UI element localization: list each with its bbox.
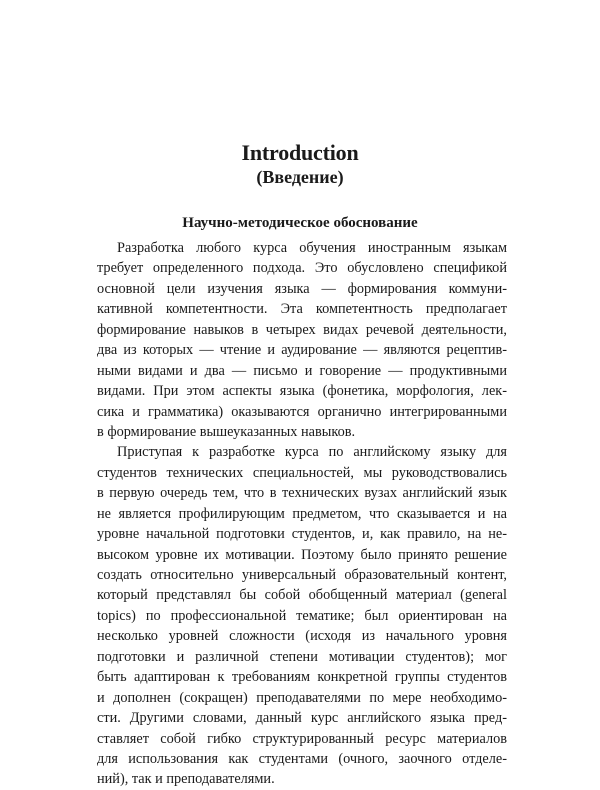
paragraph-2-line-17: ний), так и преподавателями. (97, 771, 275, 788)
body-text (97, 238, 507, 790)
paragraph-1-line-3: основной цели изучения языка — формирования коммуни- (97, 280, 507, 297)
paragraph-2-line-12: быть адаптирован к требованиям конкретной группы студентов (97, 669, 507, 686)
paragraph-2-line-2: студентов технических специальностей, мы руководствовались (97, 464, 507, 481)
paragraph-2-line-1: Приступая к разработке курса по английскому языку для (117, 444, 507, 461)
paragraph-2-line-15: ставляет собой гибко структурированный ресурс материалов (97, 730, 507, 747)
paragraph-2-line-11: подготовки и различной степени мотивации студентов); мог (97, 648, 507, 665)
paragraph-2-line-3: в первую очередь тем, что в технических вузах английский язык (97, 485, 507, 502)
paragraph-2-line-4: не является профилирующим предметом, что сказывается и на (97, 505, 507, 522)
paragraph-2-line-9: topics) по профессиональной тематике; был ориентирован на (97, 607, 507, 624)
section-title: Научно-методическое обоснование (182, 215, 418, 231)
paragraph-1-line-8: видами. При этом аспекты языка (фонетика, морфология, лек- (97, 383, 507, 400)
paragraph-2-line-8: который представлял бы собой обобщенный материал (general (97, 587, 507, 604)
paragraph-1-line-5: формирование навыков в четырех видах речевой деятельности, (97, 321, 507, 338)
paragraph-1-line-10: в формирование вышеуказанных навыков. (97, 423, 356, 440)
paragraph-2-line-14: сти. Другими словами, данный курс английского языка пред- (97, 710, 507, 727)
paragraph-2-line-16: для использования как студентами (очного, заочного отделе- (97, 750, 507, 767)
paragraph-2-line-6: высоком уровне их мотивации. Поэтому было принято решение (97, 546, 507, 563)
paragraph-2-line-5: уровне начальной подготовки студентов, и, как правило, на не- (97, 526, 507, 543)
paragraph-1-line-7: ными видами и два — письмо и говорение — продуктивными (97, 362, 507, 379)
paragraph-2-line-10: несколько уровней сложности (исходя из начального уровня (97, 628, 507, 645)
paragraph-1-line-6: два из которых — чтение и аудирование — являются рецептив- (97, 342, 507, 359)
chapter-subtitle: (Введение) (256, 167, 344, 187)
paragraph-1-line-9: сика и грамматика) оказываются органично интегрированными (97, 403, 507, 420)
paragraph-1-line-1: Разработка любого курса обучения иностранным языкам (117, 240, 507, 256)
paragraph-1-line-2: требует определенного подхода. Это обусловлено спецификой (97, 260, 507, 277)
paragraph-1-line-4: кативной компетентности. Эта компетентность предполагает (97, 301, 507, 318)
chapter-title: Introduction (241, 140, 359, 165)
paragraph-2-line-13: и дополнен (сокращен) преподавателями по мере необходимо- (97, 689, 507, 706)
paragraph-2-line-7: создать относительно универсальный образовательный контент, (97, 567, 507, 583)
